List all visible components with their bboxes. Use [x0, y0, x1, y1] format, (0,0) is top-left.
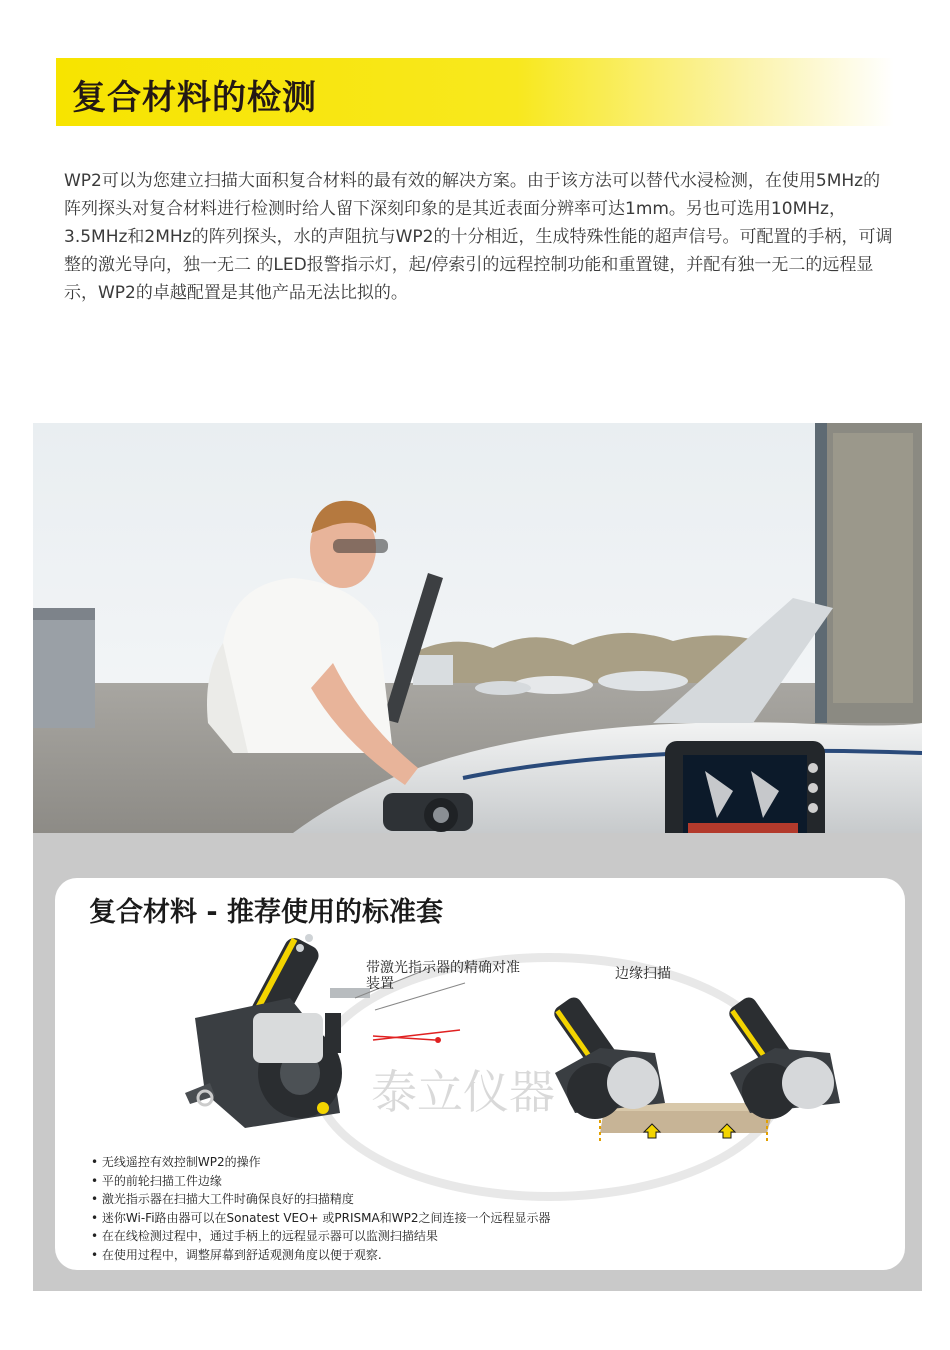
watermark-text: 泰立仪器 [371, 1065, 555, 1119]
callout-edge-scanning: 边缘扫描 [615, 966, 671, 982]
scanner-illustration [55, 878, 905, 1178]
edge-scanning-illustration [551, 994, 840, 1143]
flaw-detector-tablet [665, 741, 825, 833]
hero-photo [33, 423, 922, 833]
title-bar [56, 58, 894, 126]
kit-card [55, 878, 905, 1270]
list-item: • 迷你Wi-Fi路由器可以在Sonatest VEO+ 或PRISMA和WP2之间连接一个远程显示器 [91, 1209, 550, 1228]
list-item: • 平的前轮扫描工件边缘 [91, 1172, 550, 1191]
list-item: • 在在线检测过程中，通过手柄上的远程显示器可以监测扫描结果 [91, 1227, 550, 1246]
kit-title: 复合材料 - 推荐使用的标准套 [89, 897, 444, 928]
laser-beams [373, 1030, 460, 1040]
intro-paragraph: WP2可以为您建立扫描大面积复合材料的最有效的解决方案。由于该方法可以替代水浸检测，在使用5MHz的阵列探头对复合材料进行检测时给人留下深刻印象的是其近表面分辨率可达1mm。另也可选用10MHz，3.5MHz和2MHz的阵列探头，水的声阻抗与WP2的十分相近，生成特殊性能的超声信号。可配置的手柄，可调整的激光导向，独一无二 的LED报警指示灯，起/停索引的远程控制功能和重置键，并配有独一无二的远程显示，WP2的卓越配置是其他产品无法比拟的。 [64, 171, 893, 303]
list-item: • 激光指示器在扫描大工件时确保良好的扫描精度 [91, 1190, 550, 1209]
feature-list [91, 1153, 550, 1264]
wp2-scanner-main [185, 934, 370, 1128]
hero-photo-illustration [33, 423, 922, 833]
list-item: • 在使用过程中，调整屏幕到舒适观测角度以便于观察. [91, 1246, 550, 1265]
page-title: 复合材料的检测 [72, 78, 317, 118]
list-item: • 无线遥控有效控制WP2的操作 [91, 1153, 550, 1172]
callout-laser-alignment: 带激光指示器的精确对准装置 [366, 960, 520, 992]
